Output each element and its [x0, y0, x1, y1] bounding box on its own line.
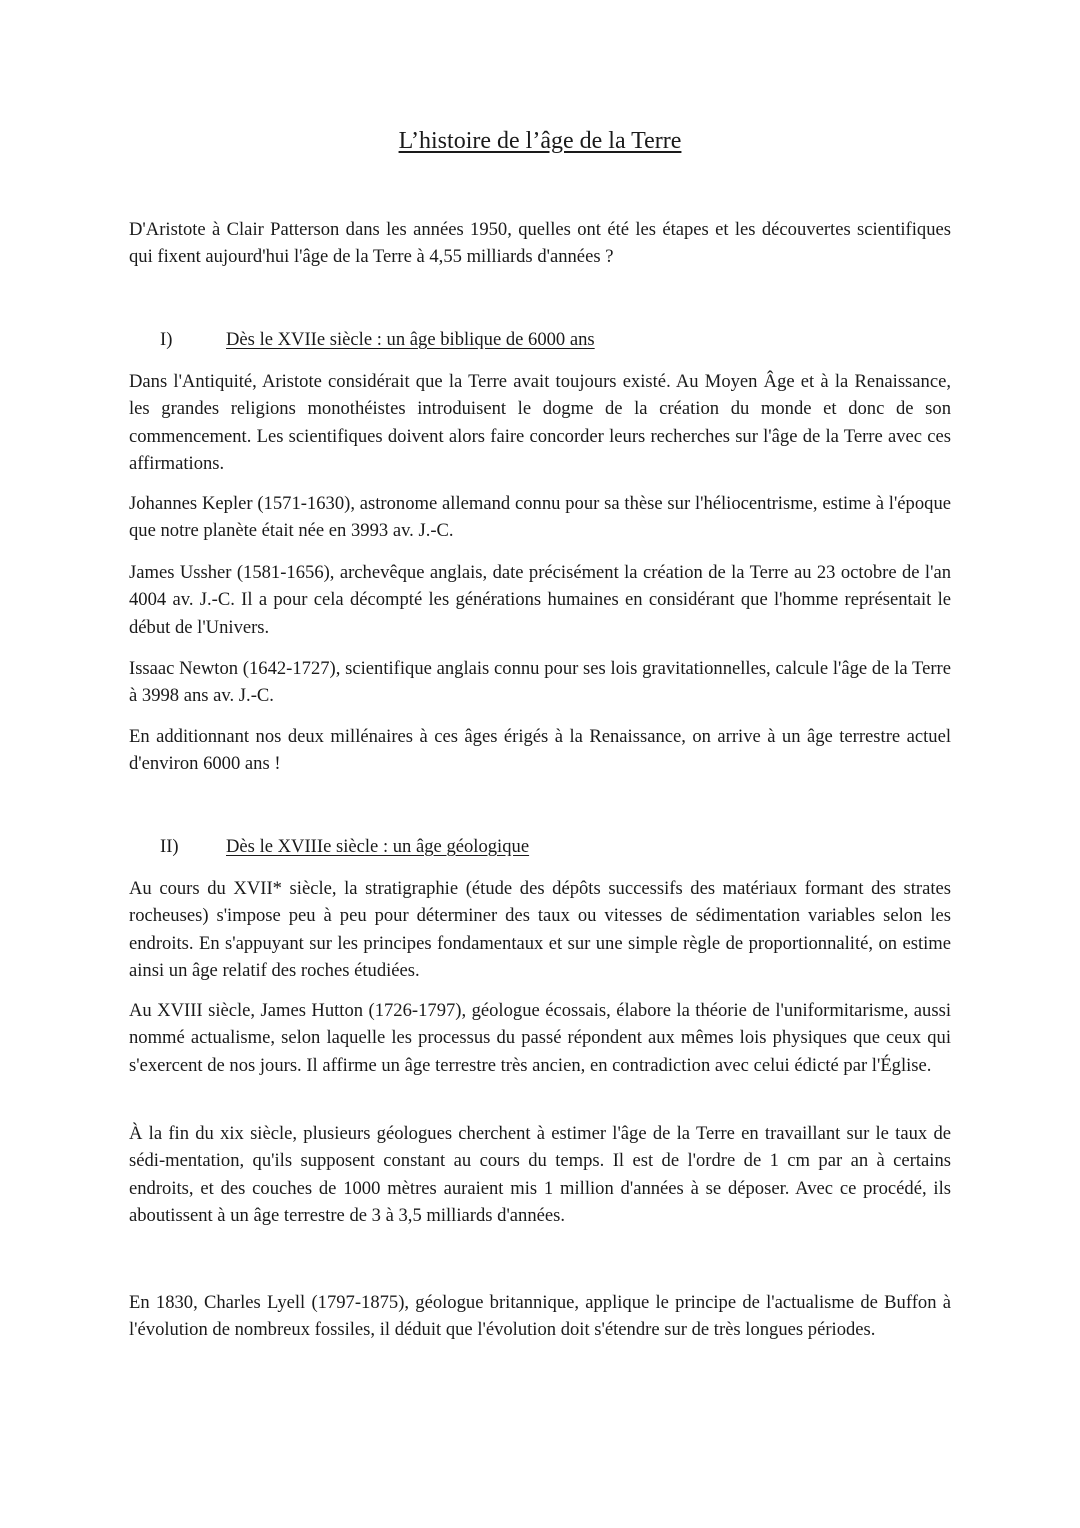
- intro-paragraph: D'Aristote à Clair Patterson dans les années 1950, quelles ont été les étapes et les découvertes scientifiques qui fixent aujourd'hui l'âge de la Terre à 4,55 milliards d'années ?: [129, 219, 951, 268]
- section-number-1: I): [160, 329, 173, 350]
- section1-paragraph-5: En additionnant nos deux millénaires à ces âges érigés à la Renaissance, on arrive à un âge terrestre actuel d'environ 6000 ans !: [129, 726, 951, 775]
- section1-paragraph-1: Dans l'Antiquité, Aristote considérait que la Terre avait toujours existé. Au Moyen Âge et à la Renaissance, les grandes religions monothéistes introduisent le dogme de la création du monde et donc de son commencement. Les scientifiques doivent alors faire concorder leurs recherches sur l'âge de la Terre avec ces affirmations.: [129, 371, 951, 474]
- section-title-1: Dès le XVIIe siècle : un âge biblique de 6000 ans: [226, 329, 595, 350]
- section2-paragraph-1: Au cours du XVII* siècle, la stratigraphie (étude des dépôts successifs des matériaux formant des strates rocheuses) s'impose peu à peu pour déterminer des taux ou vitesses de sédimentation variables selon les endroits. En s'appuyant sur les principes fondamentaux et sur une simple règle de proportionnalité, on estime ainsi un âge relatif des roches étudiées.: [129, 878, 951, 981]
- section-number-2: II): [160, 836, 179, 857]
- section-title-2: Dès le XVIIIe siècle : un âge géologique: [226, 836, 530, 857]
- section2-paragraph-2: Au XVIII siècle, James Hutton (1726-1797), géologue écossais, élabore la théorie de l'uniformitarisme, aussi nommé actualisme, selon laquelle les processus du passé répondent aux mêmes lois physiques que ceux qui s'exercent de nos jours. Il affirme un âge terrestre très ancien, en contradiction avec celui édicté par l'Église.: [129, 1000, 951, 1076]
- page-title: L’histoire de l’âge de la Terre: [398, 128, 682, 154]
- section1-paragraph-3: James Ussher (1581-1656), archevêque anglais, date précisément la création de la Terre au 23 octobre de l'an 4004 av. J.-C. Il a pour cela décompté les générations humaines en considérant que l'homme représentait le début de l'Univers.: [129, 562, 951, 638]
- section-heading-1: [160, 326, 595, 353]
- section1-paragraph-4: Issaac Newton (1642-1727), scientifique anglais connu pour ses lois gravitationnelles, calcule l'âge de la Terre à 3998 ans av. J.-C.: [129, 658, 951, 707]
- section2-paragraph-4: En 1830, Charles Lyell (1797-1875), géologue britannique, applique le principe de l'actualisme de Buffon à l'évolution de nombreux fossiles, il déduit que l'évolution doit s'étendre sur de très longues périodes.: [129, 1292, 951, 1341]
- section1-paragraph-2: Johannes Kepler (1571-1630), astronome allemand connu pour sa thèse sur l'héliocentrisme, estime à l'époque que notre planète était née en 3993 av. J.-C.: [129, 493, 951, 542]
- section2-paragraph-3: À la fin du xix siècle, plusieurs géologues cherchent à estimer l'âge de la Terre en travaillant sur le taux de sédi-mentation, qu'ils supposent constant au cours du temps. Il est de l'ordre de 1 cm par an à certains endroits, et des couches de 1000 mètres auraient mis 1 million d'années à se déposer. Avec ce procédé, ils aboutissent à un âge terrestre de 3 à 3,5 milliards d'années.: [129, 1123, 951, 1226]
- section-heading-2: [160, 833, 529, 860]
